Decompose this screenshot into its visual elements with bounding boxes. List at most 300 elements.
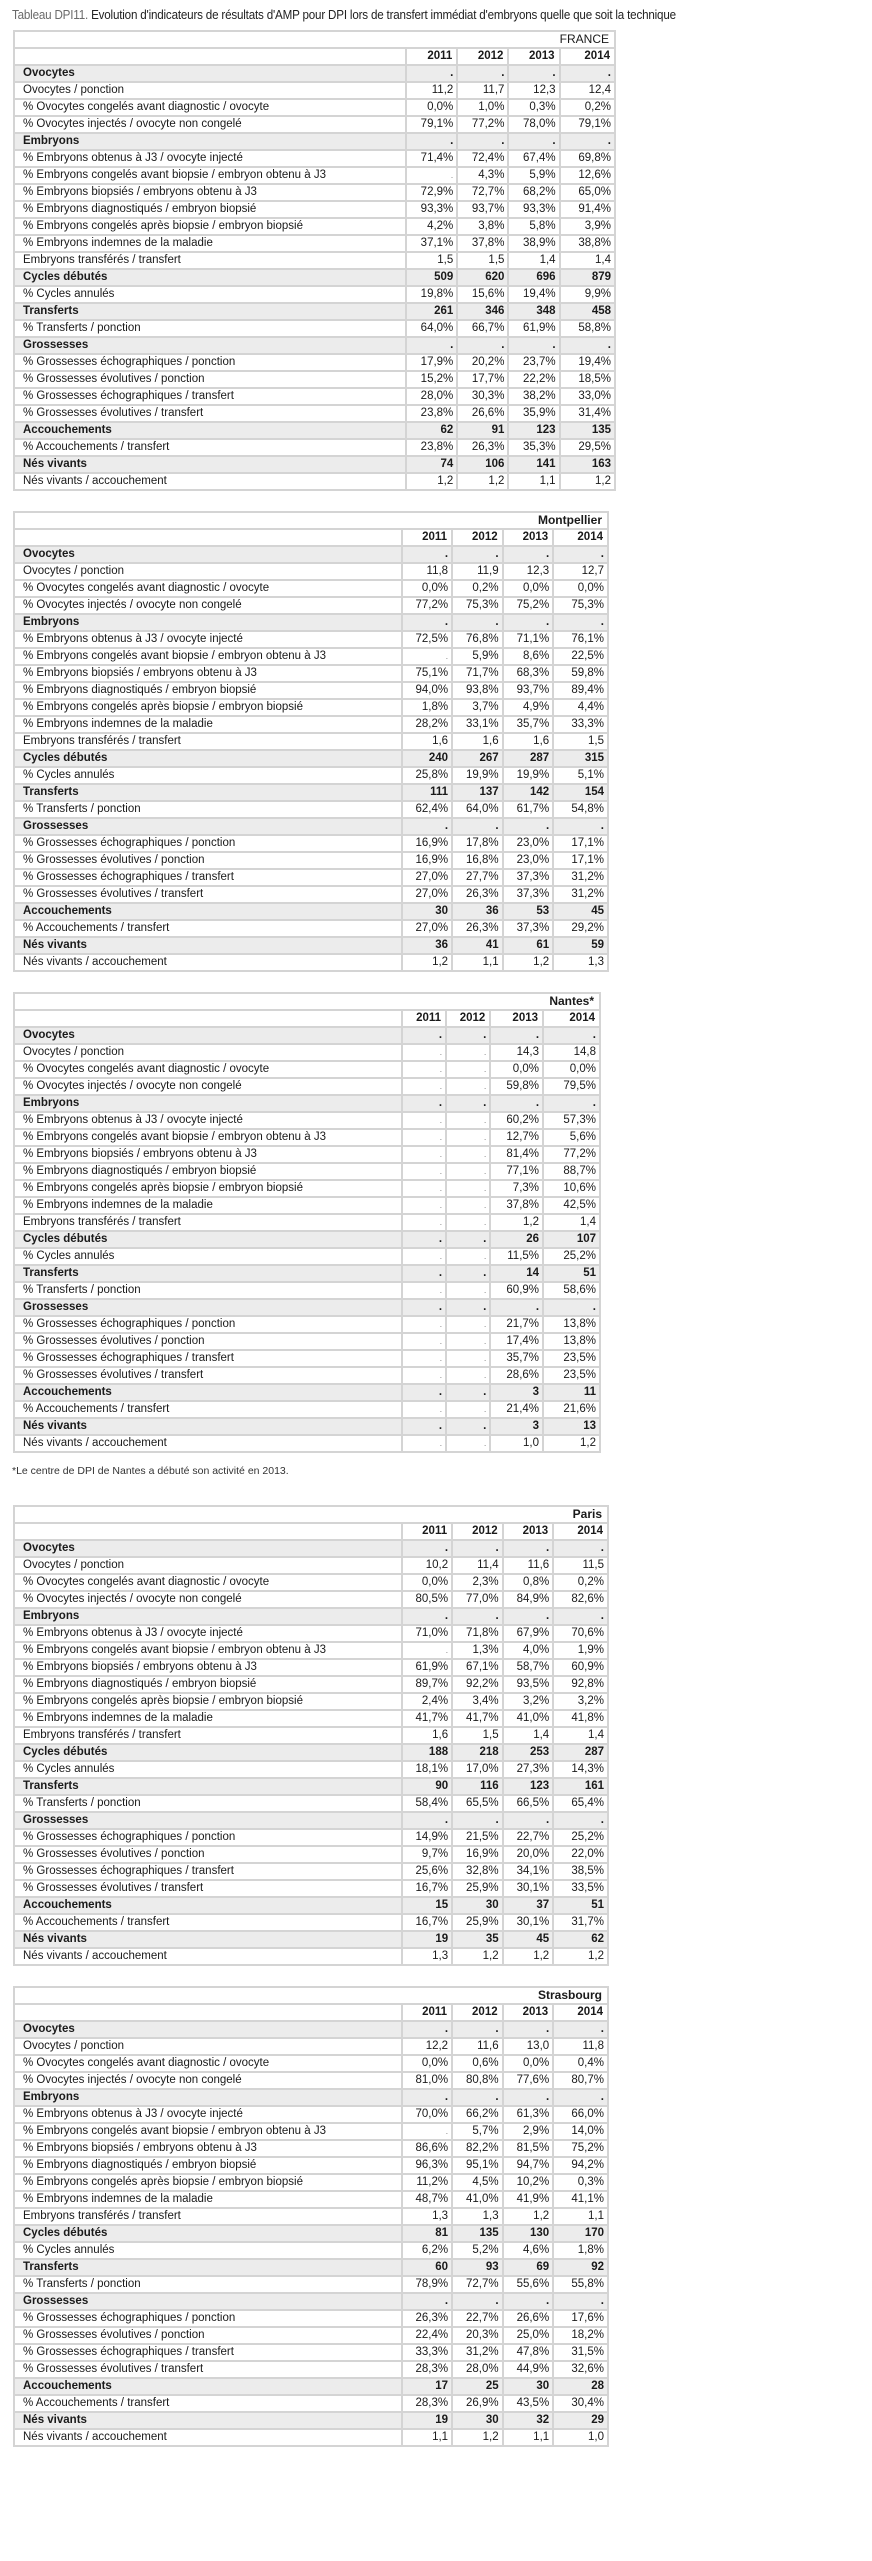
value-cell [503, 920, 554, 937]
value-cell [490, 1299, 543, 1316]
row-label: Embryons [14, 2089, 402, 2106]
value-cell [490, 1129, 543, 1146]
table-row [14, 2344, 608, 2361]
value-cell [503, 648, 554, 665]
value-cell [508, 320, 559, 337]
value-cell [503, 2191, 554, 2208]
cell-value: 22,7% [516, 1831, 550, 1843]
cell-value: . [600, 616, 604, 628]
cell-value: 22,5% [571, 650, 604, 662]
value-cell [402, 2242, 453, 2259]
cell-value: . [552, 67, 556, 79]
cell-value: 1,2 [488, 475, 505, 487]
value-cell [553, 1778, 608, 1795]
section-row [14, 2021, 608, 2038]
section-row [14, 546, 608, 563]
row-label: % Grossesses évolutives / transfert [14, 2361, 402, 2378]
cell-value: 620 [485, 271, 505, 283]
cell-value: . [439, 1404, 443, 1414]
value-cell [446, 1367, 490, 1384]
value-cell [553, 1710, 608, 1727]
cell-value: 10,2 [425, 1559, 449, 1571]
value-cell [543, 1231, 600, 1248]
value-cell [503, 1659, 554, 1676]
cell-value: 1,2 [432, 956, 449, 968]
cell-value: 29,2% [571, 922, 604, 934]
years-header-row [14, 1523, 608, 1540]
cell-value: . [438, 1267, 443, 1279]
value-cell [490, 1197, 543, 1214]
cell-value: 0,0% [421, 1576, 449, 1588]
value-cell [503, 852, 554, 869]
cell-value: 20,3% [466, 2329, 499, 2341]
row-label: % Cycles annulés [14, 286, 406, 303]
cell-value: 81,4% [506, 1148, 540, 1160]
cell-value: 37,8% [506, 1199, 540, 1211]
value-cell [402, 2225, 453, 2242]
cell-value: 3,4% [472, 1695, 499, 1707]
value-cell [503, 1795, 554, 1812]
value-cell [402, 1044, 446, 1061]
table-row [14, 665, 608, 682]
cell-value: . [483, 1115, 487, 1125]
value-cell [446, 1384, 490, 1401]
cell-value: 23,0% [516, 854, 550, 866]
cell-value: 30 [435, 905, 449, 917]
cell-value: . [495, 1542, 499, 1554]
value-cell [503, 767, 554, 784]
value-cell [446, 1299, 490, 1316]
value-cell [508, 422, 559, 439]
cell-value: . [483, 1370, 487, 1380]
table-row [14, 1316, 600, 1333]
row-label: % Transferts / ponction [14, 801, 402, 818]
value-cell [402, 1180, 446, 1197]
cell-value: 62,4% [415, 803, 449, 815]
table-row [14, 82, 615, 99]
cell-value: . [483, 1047, 487, 1057]
table-row [14, 648, 608, 665]
value-cell [402, 2327, 453, 2344]
value-cell [543, 1146, 600, 1163]
row-label: % Ovocytes congelés avant diagnostic / ovocyte [14, 1574, 402, 1591]
row-label: % Grossesses évolutives / transfert [14, 1880, 402, 1897]
section-row [14, 2225, 608, 2242]
section-row [14, 1540, 608, 1557]
value-cell [402, 1727, 453, 1744]
cell-value: 75,3% [571, 599, 604, 611]
table-row [14, 116, 615, 133]
table-row [14, 1367, 600, 1384]
cell-value: 5,2% [472, 2244, 499, 2256]
cell-value: 90 [435, 1780, 449, 1792]
empty-header-cell [14, 1010, 402, 1027]
cell-value: 2,9% [522, 2125, 550, 2137]
value-cell [402, 1710, 453, 1727]
cell-value: 26,6% [516, 2312, 550, 2324]
value-cell [446, 1214, 490, 1231]
row-label: Nés vivants / accouchement [14, 473, 406, 490]
row-label: Nés vivants / accouchement [14, 954, 402, 971]
value-cell [553, 1812, 608, 1829]
value-cell [402, 903, 453, 920]
row-label: Cycles débutés [14, 1231, 402, 1248]
value-cell [503, 750, 554, 767]
value-cell [503, 1761, 554, 1778]
cell-value: 142 [529, 786, 550, 798]
value-cell [402, 1676, 453, 1693]
value-cell [452, 614, 503, 631]
cell-value: 59 [591, 939, 604, 951]
value-cell [543, 1265, 600, 1282]
cell-value: 80,5% [415, 1593, 449, 1605]
value-cell [402, 886, 453, 903]
value-cell [560, 167, 615, 184]
value-cell [543, 1333, 600, 1350]
value-cell [553, 1540, 608, 1557]
value-cell [543, 1435, 600, 1452]
cell-value: 1,2 [533, 2210, 550, 2222]
row-label: % Accouchements / transfert [14, 1401, 402, 1418]
value-cell [503, 2021, 554, 2038]
cell-value: 71,7% [466, 667, 499, 679]
cell-value: 60,9% [571, 1661, 604, 1673]
value-cell [553, 2429, 608, 2446]
empty-header-cell [14, 529, 402, 546]
cell-value: 60,9% [506, 1284, 540, 1296]
cell-value: 67,4% [522, 152, 556, 164]
cell-value: 71,4% [420, 152, 454, 164]
spacer [0, 972, 872, 992]
cell-value: 96,3% [415, 2159, 449, 2171]
value-cell [503, 2208, 554, 2225]
value-cell [553, 2293, 608, 2310]
cell-value: . [545, 2091, 550, 2103]
cell-value: 82,2% [466, 2142, 499, 2154]
value-cell [406, 473, 457, 490]
value-cell [402, 1299, 446, 1316]
value-cell [402, 2276, 453, 2293]
value-cell [503, 1625, 554, 1642]
cell-value: 17 [435, 2380, 449, 2392]
cell-value: 17,4% [506, 1335, 540, 1347]
row-label: % Cycles annulés [14, 1248, 402, 1265]
tables-container [0, 30, 872, 2447]
section-row [14, 337, 615, 354]
cell-value: 91 [491, 424, 505, 436]
table-row [14, 354, 615, 371]
cell-value: 14,9% [415, 1831, 449, 1843]
value-cell [553, 1761, 608, 1778]
value-cell [402, 2429, 453, 2446]
cell-value: 17,8% [466, 837, 499, 849]
cell-value: 1,6 [482, 735, 499, 747]
cell-value: 33,3% [415, 2346, 449, 2358]
row-label: % Embryons indemnes de la maladie [14, 235, 406, 252]
cell-value: 45 [536, 1933, 550, 1945]
value-cell [457, 218, 508, 235]
section-row [14, 422, 615, 439]
cell-value: . [483, 1319, 487, 1329]
value-cell [452, 2208, 503, 2225]
value-cell [553, 1591, 608, 1608]
cell-value: 1,2 [482, 1950, 499, 1962]
cell-value: . [439, 1132, 443, 1142]
cell-value: 1,4 [539, 254, 556, 266]
value-cell [553, 682, 608, 699]
value-cell [553, 546, 608, 563]
cell-value: 13,8% [563, 1335, 596, 1347]
row-label: % Ovocytes injectés / ovocyte non congelé [14, 2072, 402, 2089]
value-cell [406, 269, 457, 286]
value-cell [543, 1401, 600, 1418]
value-cell [490, 1095, 543, 1112]
row-label: % Grossesses évolutives / transfert [14, 1367, 402, 1384]
cell-value: 1,6 [533, 735, 550, 747]
cell-value: . [545, 2023, 550, 2035]
cell-value: 4,4% [577, 701, 604, 713]
table-row [14, 852, 608, 869]
cell-value: 22,0% [571, 1848, 604, 1860]
value-cell [508, 201, 559, 218]
table-row [14, 1676, 608, 1693]
value-cell [553, 1795, 608, 1812]
value-cell [452, 1574, 503, 1591]
cell-value: 33,3% [571, 718, 604, 730]
cell-value: . [439, 1047, 443, 1057]
row-label: Grossesses [14, 1812, 402, 1829]
cell-value: . [600, 1542, 604, 1554]
value-cell [508, 439, 559, 456]
section-row [14, 1744, 608, 1761]
value-cell [503, 2310, 554, 2327]
cell-value: 26,3% [415, 2312, 449, 2324]
table-row [14, 2361, 608, 2378]
cell-value: 18,2% [571, 2329, 604, 2341]
cell-value: 240 [428, 752, 449, 764]
table-row [14, 801, 608, 818]
row-label: Transferts [14, 303, 406, 320]
cell-value: . [444, 2023, 449, 2035]
row-label: % Grossesses évolutives / ponction [14, 852, 402, 869]
row-label: % Accouchements / transfert [14, 920, 402, 937]
cell-value: . [439, 1200, 443, 1210]
cell-value: . [439, 1081, 443, 1091]
row-label: Embryons transférés / transfert [14, 733, 402, 750]
row-label: Embryons [14, 133, 406, 150]
cell-value: 59,8% [506, 1080, 540, 1092]
value-cell [553, 1897, 608, 1914]
section-row [14, 1095, 600, 1112]
cell-value: 17,1% [571, 837, 604, 849]
value-cell [503, 2140, 554, 2157]
cell-value: 38,9% [522, 237, 556, 249]
value-cell [503, 2157, 554, 2174]
value-cell [452, 563, 503, 580]
value-cell [553, 2225, 608, 2242]
value-cell [553, 1829, 608, 1846]
value-cell [452, 1625, 503, 1642]
cell-value: 93,5% [516, 1678, 550, 1690]
row-label: Grossesses [14, 818, 402, 835]
value-cell [490, 1214, 543, 1231]
row-label: % Ovocytes congelés avant diagnostic / ovocyte [14, 99, 406, 116]
value-cell [446, 1231, 490, 1248]
year-header: 2013 [503, 529, 554, 546]
value-cell [553, 1642, 608, 1659]
row-label: % Embryons congelés après biopsie / embryon biopsié [14, 699, 402, 716]
value-cell [503, 597, 554, 614]
value-cell [406, 405, 457, 422]
value-cell [543, 1197, 600, 1214]
cell-value: 33,5% [571, 1882, 604, 1894]
value-cell [490, 1282, 543, 1299]
cell-value: 2,3% [472, 1576, 499, 1588]
cell-value: . [600, 2295, 604, 2307]
value-cell [402, 1435, 446, 1452]
cell-value: 161 [584, 1780, 604, 1792]
cell-value: 11,2% [416, 2176, 449, 2188]
cell-value: 15 [435, 1899, 449, 1911]
value-cell [503, 2412, 554, 2429]
table-row [14, 631, 608, 648]
cell-value: 19,8% [420, 288, 454, 300]
value-cell [402, 954, 453, 971]
cell-value: 11,6 [477, 2040, 499, 2052]
cell-value: 23,0% [516, 837, 550, 849]
cell-value: 26,3% [466, 922, 499, 934]
value-cell [560, 269, 615, 286]
row-label: % Accouchements / transfert [14, 1914, 402, 1931]
value-cell [452, 2021, 503, 2038]
cell-value: 7,3% [512, 1182, 540, 1194]
row-label: Nés vivants [14, 1418, 402, 1435]
center-name: Paris [14, 1506, 608, 1523]
cell-value: . [535, 1029, 540, 1041]
value-cell [553, 2140, 608, 2157]
value-cell [553, 1608, 608, 1625]
cell-value: . [444, 2295, 449, 2307]
value-cell [402, 1078, 446, 1095]
value-cell [560, 388, 615, 405]
cell-value: . [439, 1336, 443, 1346]
value-cell [553, 835, 608, 852]
cell-value: 76,1% [571, 633, 604, 645]
value-cell [402, 2378, 453, 2395]
value-cell [402, 1146, 446, 1163]
table-row [14, 1761, 608, 1778]
cell-value: 11,6 [527, 1559, 550, 1571]
value-cell [508, 116, 559, 133]
row-label: % Grossesses évolutives / ponction [14, 371, 406, 388]
value-cell [490, 1078, 543, 1095]
value-cell [402, 1112, 446, 1129]
cell-value: 27,0% [415, 922, 449, 934]
cell-value: 75,3% [466, 599, 499, 611]
cell-value: 23,7% [522, 356, 556, 368]
cell-value: 84,9% [516, 1593, 550, 1605]
cell-value: 137 [479, 786, 499, 798]
cell-value: . [444, 616, 449, 628]
value-cell [457, 99, 508, 116]
section-row [14, 1027, 600, 1044]
value-cell [553, 784, 608, 801]
cell-value: 0,3% [577, 2176, 604, 2188]
value-cell [402, 852, 453, 869]
value-cell [490, 1435, 543, 1452]
value-cell [452, 2191, 503, 2208]
value-cell [452, 869, 503, 886]
cell-value: 111 [430, 786, 449, 798]
table-row [14, 2395, 608, 2412]
value-cell [402, 2106, 453, 2123]
center-name: FRANCE [14, 31, 615, 48]
cell-value: 33,1% [466, 718, 499, 730]
cell-value: . [495, 2091, 499, 2103]
cell-value: 72,9% [420, 186, 454, 198]
value-cell [553, 1693, 608, 1710]
cell-value: 170 [584, 2227, 604, 2239]
cell-value: 5,8% [529, 220, 556, 232]
value-cell [452, 2140, 503, 2157]
value-cell [452, 2276, 503, 2293]
cell-value: . [445, 1645, 449, 1655]
value-cell [402, 546, 453, 563]
table-row [14, 1146, 600, 1163]
row-label: % Embryons congelés après biopsie / embryon biopsié [14, 218, 406, 235]
row-label: % Grossesses échographiques / ponction [14, 835, 402, 852]
value-cell [553, 631, 608, 648]
cell-value: 253 [530, 1746, 550, 1758]
cell-value: . [535, 1097, 540, 1109]
cell-value: 1,2 [437, 475, 454, 487]
value-cell [402, 767, 453, 784]
value-cell [446, 1435, 490, 1452]
section-row [14, 133, 615, 150]
table-row [14, 2242, 608, 2259]
value-cell [406, 167, 457, 184]
year-header: 2011 [402, 1010, 446, 1027]
value-cell [503, 801, 554, 818]
row-label: % Embryons indemnes de la maladie [14, 1710, 402, 1727]
cell-value: 65,5% [466, 1797, 499, 1809]
value-cell [503, 563, 554, 580]
value-cell [452, 665, 503, 682]
cell-value: 31,4% [578, 407, 611, 419]
cell-value: 1,6 [432, 735, 449, 747]
cell-value: 32 [536, 2414, 550, 2426]
cell-value: 81 [435, 2227, 449, 2239]
cell-value: . [501, 339, 505, 351]
value-cell [402, 2361, 453, 2378]
row-label: Grossesses [14, 337, 406, 354]
cell-value: 1,4 [588, 1729, 604, 1741]
value-cell [452, 2038, 503, 2055]
cell-value: 58,8% [578, 322, 611, 334]
cell-value: . [495, 1610, 499, 1622]
section-row [14, 456, 615, 473]
cell-value: 17,7% [471, 373, 505, 385]
value-cell [402, 2344, 453, 2361]
row-label: % Embryons obtenus à J3 / ovocyte injecté [14, 150, 406, 167]
row-label: Cycles débutés [14, 750, 402, 767]
cell-value: 61,9% [522, 322, 556, 334]
row-label: % Embryons biopsiés / embryons obtenu à J3 [14, 1146, 402, 1163]
results-table [13, 992, 601, 1453]
year-header: 2012 [452, 2004, 503, 2021]
value-cell [560, 303, 615, 320]
value-cell [503, 631, 554, 648]
